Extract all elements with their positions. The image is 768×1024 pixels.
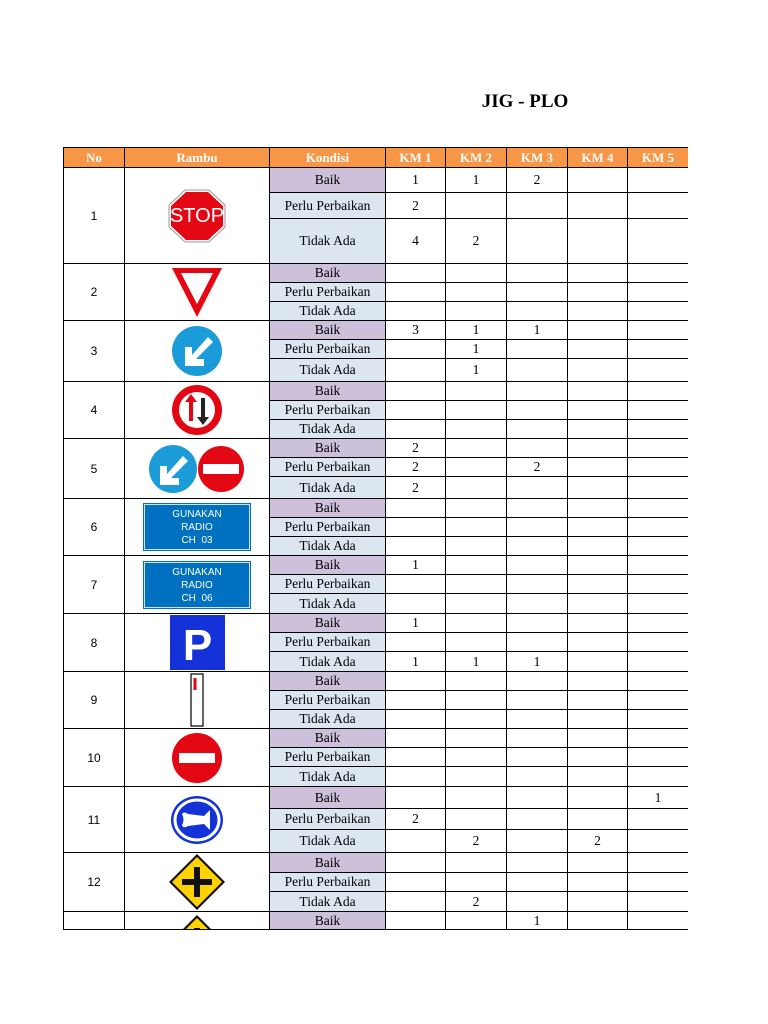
- horn-sign-icon: [125, 788, 269, 851]
- km1-count-cell: [386, 594, 446, 614]
- sign-number: 1: [64, 168, 125, 264]
- km1-count-cell: 2: [386, 477, 446, 499]
- km2-count-cell: [446, 556, 507, 575]
- km5-count-cell: [628, 809, 689, 830]
- km4-count-cell: [568, 748, 628, 767]
- condition-label: Perlu Perbaikan: [270, 193, 386, 219]
- km1-count-cell: [386, 302, 446, 321]
- km2-count-cell: [446, 302, 507, 321]
- table-row: [64, 439, 689, 458]
- km2-count-cell: [446, 401, 507, 420]
- km4-count-cell: [568, 382, 628, 401]
- condition-label: Tidak Ada: [270, 302, 386, 321]
- header-km4: KM 4: [568, 148, 628, 168]
- table-row: [64, 556, 689, 575]
- condition-label: Baik: [270, 264, 386, 283]
- km4-count-cell: [568, 537, 628, 556]
- km1-count-cell: [386, 359, 446, 382]
- header-no: No: [64, 148, 125, 168]
- km3-count-cell: [507, 853, 568, 873]
- sign-image-cell: [125, 672, 270, 729]
- km3-count-cell: [507, 873, 568, 892]
- condition-label: Baik: [270, 439, 386, 458]
- sign-number: 9: [64, 672, 125, 729]
- sign-condition-table-wrapper: [63, 147, 688, 945]
- km5-count-cell: [628, 575, 689, 594]
- km2-count-cell: [446, 873, 507, 892]
- crossroad-warning-icon: [125, 912, 269, 929]
- km4-count-cell: [568, 575, 628, 594]
- km2-count-cell: [446, 767, 507, 787]
- km5-count-cell: [628, 401, 689, 420]
- km5-count-cell: 1: [628, 787, 689, 809]
- km1-count-cell: [386, 691, 446, 710]
- yield-triangle-icon: [125, 265, 269, 319]
- header-kondisi: Kondisi: [270, 148, 386, 168]
- condition-label: Perlu Perbaikan: [270, 633, 386, 652]
- sign-image-cell: [125, 912, 270, 930]
- km3-count-cell: [507, 439, 568, 458]
- km5-count-cell: [628, 382, 689, 401]
- km2-count-cell: [446, 283, 507, 302]
- condition-label: Baik: [270, 168, 386, 193]
- km2-count-cell: [446, 614, 507, 633]
- km3-count-cell: [507, 787, 568, 809]
- km3-count-cell: [507, 499, 568, 518]
- km3-count-cell: [507, 672, 568, 691]
- km5-count-cell: [628, 264, 689, 283]
- radio-channel-sign-icon: [125, 557, 269, 612]
- km4-count-cell: [568, 672, 628, 691]
- condition-label: Tidak Ada: [270, 892, 386, 912]
- sign-number: [64, 912, 125, 930]
- km3-count-cell: [507, 633, 568, 652]
- svg-text:P: P: [182, 620, 212, 670]
- svg-text:CH 03: CH 03: [181, 535, 213, 546]
- km4-count-cell: [568, 652, 628, 672]
- sign-number: 2: [64, 264, 125, 321]
- km4-count-cell: [568, 401, 628, 420]
- km1-count-cell: 1: [386, 556, 446, 575]
- km5-count-cell: [628, 283, 689, 302]
- km5-count-cell: [628, 219, 689, 264]
- km5-count-cell: [628, 892, 689, 912]
- km1-count-cell: 2: [386, 439, 446, 458]
- km2-count-cell: [446, 633, 507, 652]
- km3-count-cell: [507, 537, 568, 556]
- guide-post-icon: [125, 673, 269, 727]
- condition-label: Perlu Perbaikan: [270, 518, 386, 537]
- km1-count-cell: [386, 340, 446, 359]
- km4-count-cell: [568, 321, 628, 340]
- km3-count-cell: [507, 401, 568, 420]
- km1-count-cell: [386, 499, 446, 518]
- km4-count-cell: [568, 892, 628, 912]
- svg-text:GUNAKAN: GUNAKAN: [172, 509, 222, 520]
- km1-count-cell: 2: [386, 193, 446, 219]
- condition-label: Tidak Ada: [270, 537, 386, 556]
- km1-count-cell: [386, 382, 446, 401]
- km2-count-cell: [446, 853, 507, 873]
- km3-count-cell: 2: [507, 458, 568, 477]
- km2-count-cell: [446, 912, 507, 930]
- km4-count-cell: [568, 359, 628, 382]
- sign-number: 7: [64, 556, 125, 614]
- km5-count-cell: [628, 556, 689, 575]
- table-row: [64, 168, 689, 193]
- condition-label: Tidak Ada: [270, 359, 386, 382]
- sign-image-cell: [125, 439, 270, 499]
- km3-count-cell: [507, 748, 568, 767]
- header-km2: KM 2: [446, 148, 507, 168]
- condition-label: Perlu Perbaikan: [270, 873, 386, 892]
- sign-image-cell: [125, 264, 270, 321]
- km1-count-cell: 4: [386, 219, 446, 264]
- condition-label: Perlu Perbaikan: [270, 458, 386, 477]
- condition-label: Perlu Perbaikan: [270, 691, 386, 710]
- two-way-traffic-icon: [125, 383, 269, 437]
- km5-count-cell: [628, 767, 689, 787]
- header-km1: KM 1: [386, 148, 446, 168]
- sign-image-cell: [125, 729, 270, 787]
- condition-label: Baik: [270, 729, 386, 748]
- km5-count-cell: [628, 853, 689, 873]
- km1-count-cell: [386, 892, 446, 912]
- km3-count-cell: [507, 691, 568, 710]
- sign-image-cell: [125, 853, 270, 912]
- km2-count-cell: [446, 787, 507, 809]
- km5-count-cell: [628, 729, 689, 748]
- km5-count-cell: [628, 672, 689, 691]
- km1-count-cell: [386, 873, 446, 892]
- svg-text:RADIO: RADIO: [181, 522, 213, 533]
- condition-label: Perlu Perbaikan: [270, 748, 386, 767]
- km4-count-cell: [568, 809, 628, 830]
- sign-image-cell: [125, 382, 270, 439]
- crossroad-warning-icon: [125, 854, 269, 910]
- km1-count-cell: [386, 401, 446, 420]
- condition-label: Perlu Perbaikan: [270, 575, 386, 594]
- table-row: [64, 614, 689, 633]
- header-rambu: Rambu: [125, 148, 270, 168]
- km2-count-cell: 2: [446, 892, 507, 912]
- km3-count-cell: 1: [507, 321, 568, 340]
- km3-count-cell: [507, 556, 568, 575]
- km5-count-cell: [628, 458, 689, 477]
- sign-image-cell: [125, 168, 270, 264]
- km3-count-cell: [507, 892, 568, 912]
- km5-count-cell: [628, 710, 689, 729]
- condition-label: Perlu Perbaikan: [270, 340, 386, 359]
- km3-count-cell: [507, 477, 568, 499]
- sign-number: 5: [64, 439, 125, 499]
- km2-count-cell: 1: [446, 652, 507, 672]
- km1-count-cell: [386, 729, 446, 748]
- condition-label: Tidak Ada: [270, 420, 386, 439]
- sign-condition-table: [63, 147, 688, 930]
- km3-count-cell: [507, 359, 568, 382]
- km1-count-cell: [386, 420, 446, 439]
- km5-count-cell: [628, 537, 689, 556]
- km3-count-cell: [507, 518, 568, 537]
- km3-count-cell: [507, 193, 568, 219]
- km2-count-cell: 1: [446, 168, 507, 193]
- km2-count-cell: 2: [446, 219, 507, 264]
- km4-count-cell: [568, 168, 628, 193]
- table-row: [64, 499, 689, 518]
- km3-count-cell: [507, 729, 568, 748]
- km5-count-cell: [628, 830, 689, 853]
- km1-count-cell: [386, 748, 446, 767]
- sign-image-cell: [125, 614, 270, 672]
- km1-count-cell: 2: [386, 809, 446, 830]
- km3-count-cell: [507, 264, 568, 283]
- sign-number: 3: [64, 321, 125, 382]
- km2-count-cell: [446, 594, 507, 614]
- km3-count-cell: [507, 575, 568, 594]
- svg-text:CH 06: CH 06: [181, 592, 213, 604]
- km4-count-cell: [568, 340, 628, 359]
- km4-count-cell: [568, 633, 628, 652]
- header-km3: KM 3: [507, 148, 568, 168]
- km1-count-cell: 1: [386, 168, 446, 193]
- sign-image-cell: [125, 499, 270, 556]
- km3-count-cell: [507, 283, 568, 302]
- km4-count-cell: [568, 691, 628, 710]
- km3-count-cell: 2: [507, 168, 568, 193]
- km4-count-cell: [568, 264, 628, 283]
- km1-count-cell: [386, 672, 446, 691]
- km3-count-cell: [507, 382, 568, 401]
- condition-label: Baik: [270, 321, 386, 340]
- km2-count-cell: 2: [446, 830, 507, 853]
- sign-image-cell: [125, 321, 270, 382]
- km4-count-cell: [568, 283, 628, 302]
- km5-count-cell: [628, 420, 689, 439]
- km1-count-cell: [386, 830, 446, 853]
- condition-label: Baik: [270, 853, 386, 873]
- km2-count-cell: [446, 672, 507, 691]
- km2-count-cell: [446, 691, 507, 710]
- km1-count-cell: [386, 710, 446, 729]
- km3-count-cell: [507, 767, 568, 787]
- km4-count-cell: [568, 477, 628, 499]
- km3-count-cell: [507, 219, 568, 264]
- km2-count-cell: 1: [446, 359, 507, 382]
- km4-count-cell: [568, 853, 628, 873]
- condition-label: Tidak Ada: [270, 767, 386, 787]
- condition-label: Baik: [270, 499, 386, 518]
- km5-count-cell: [628, 652, 689, 672]
- km3-count-cell: [507, 614, 568, 633]
- table-row: [64, 787, 689, 809]
- table-row: [64, 912, 689, 930]
- km4-count-cell: [568, 458, 628, 477]
- table-row: [64, 382, 689, 401]
- km2-count-cell: [446, 458, 507, 477]
- km2-count-cell: [446, 439, 507, 458]
- sign-number: 11: [64, 787, 125, 853]
- km4-count-cell: [568, 420, 628, 439]
- condition-label: Tidak Ada: [270, 652, 386, 672]
- km4-count-cell: [568, 767, 628, 787]
- km1-count-cell: [386, 633, 446, 652]
- km5-count-cell: [628, 321, 689, 340]
- km5-count-cell: [628, 691, 689, 710]
- km5-count-cell: [628, 302, 689, 321]
- condition-label: Baik: [270, 912, 386, 930]
- km3-count-cell: [507, 830, 568, 853]
- km2-count-cell: [446, 264, 507, 283]
- km3-count-cell: [507, 302, 568, 321]
- condition-label: Baik: [270, 556, 386, 575]
- km4-count-cell: [568, 219, 628, 264]
- radio-channel-sign-icon: [125, 500, 269, 554]
- km1-count-cell: [386, 767, 446, 787]
- km4-count-cell: [568, 614, 628, 633]
- condition-label: Baik: [270, 382, 386, 401]
- sign-number: 4: [64, 382, 125, 439]
- km2-count-cell: [446, 575, 507, 594]
- km1-count-cell: [386, 912, 446, 930]
- sign-image-cell: [125, 787, 270, 853]
- km5-count-cell: [628, 614, 689, 633]
- km3-count-cell: [507, 420, 568, 439]
- condition-label: Perlu Perbaikan: [270, 283, 386, 302]
- km2-count-cell: [446, 729, 507, 748]
- km1-count-cell: [386, 537, 446, 556]
- keep-left-arrow-icon: [125, 322, 269, 380]
- km1-count-cell: 2: [386, 458, 446, 477]
- km1-count-cell: [386, 853, 446, 873]
- sign-number: 10: [64, 729, 125, 787]
- km5-count-cell: [628, 912, 689, 930]
- km4-count-cell: [568, 594, 628, 614]
- km2-count-cell: 1: [446, 321, 507, 340]
- condition-label: Perlu Perbaikan: [270, 401, 386, 420]
- km4-count-cell: [568, 302, 628, 321]
- km2-count-cell: [446, 537, 507, 556]
- km1-count-cell: 1: [386, 614, 446, 633]
- km4-count-cell: [568, 193, 628, 219]
- stop-sign-icon: [125, 169, 269, 262]
- km3-count-cell: [507, 340, 568, 359]
- condition-label: Tidak Ada: [270, 477, 386, 499]
- svg-text:RADIO: RADIO: [181, 579, 213, 591]
- km4-count-cell: [568, 556, 628, 575]
- km4-count-cell: [568, 729, 628, 748]
- sign-image-cell: [125, 556, 270, 614]
- table-row: [64, 853, 689, 873]
- km5-count-cell: [628, 439, 689, 458]
- km4-count-cell: [568, 787, 628, 809]
- km1-count-cell: 1: [386, 652, 446, 672]
- condition-label: Tidak Ada: [270, 710, 386, 729]
- km3-count-cell: [507, 594, 568, 614]
- condition-label: Perlu Perbaikan: [270, 809, 386, 830]
- condition-label: Baik: [270, 787, 386, 809]
- condition-label: Baik: [270, 672, 386, 691]
- sign-number: 8: [64, 614, 125, 672]
- km1-count-cell: [386, 575, 446, 594]
- km3-count-cell: 1: [507, 652, 568, 672]
- condition-label: Tidak Ada: [270, 830, 386, 853]
- km5-count-cell: [628, 168, 689, 193]
- table-row: [64, 729, 689, 748]
- km4-count-cell: 2: [568, 830, 628, 853]
- km4-count-cell: [568, 912, 628, 930]
- km2-count-cell: [446, 748, 507, 767]
- keep-left-and-no-entry-icon: [125, 440, 269, 497]
- condition-label: Tidak Ada: [270, 594, 386, 614]
- km4-count-cell: [568, 518, 628, 537]
- km2-count-cell: [446, 382, 507, 401]
- km3-count-cell: 1: [507, 912, 568, 930]
- km5-count-cell: [628, 193, 689, 219]
- km5-count-cell: [628, 359, 689, 382]
- table-row: [64, 264, 689, 283]
- km5-count-cell: [628, 873, 689, 892]
- table-header-row: [64, 148, 689, 168]
- no-entry-icon: [125, 730, 269, 785]
- km1-count-cell: [386, 264, 446, 283]
- km2-count-cell: [446, 809, 507, 830]
- km5-count-cell: [628, 594, 689, 614]
- page-title: JIG - PLO: [481, 91, 569, 112]
- km1-count-cell: [386, 518, 446, 537]
- svg-text:STOP: STOP: [169, 204, 225, 227]
- km1-count-cell: 3: [386, 321, 446, 340]
- condition-label: Baik: [270, 614, 386, 633]
- km4-count-cell: [568, 873, 628, 892]
- sign-number: 6: [64, 499, 125, 556]
- km1-count-cell: [386, 283, 446, 302]
- km4-count-cell: [568, 499, 628, 518]
- km5-count-cell: [628, 748, 689, 767]
- km2-count-cell: [446, 499, 507, 518]
- km3-count-cell: [507, 710, 568, 729]
- km1-count-cell: [386, 787, 446, 809]
- km4-count-cell: [568, 439, 628, 458]
- km3-count-cell: [507, 809, 568, 830]
- header-km5: KM 5: [628, 148, 689, 168]
- km5-count-cell: [628, 340, 689, 359]
- km5-count-cell: [628, 633, 689, 652]
- km2-count-cell: [446, 477, 507, 499]
- svg-text:GUNAKAN: GUNAKAN: [172, 566, 222, 578]
- km2-count-cell: [446, 710, 507, 729]
- km5-count-cell: [628, 499, 689, 518]
- sign-number: 12: [64, 853, 125, 912]
- km5-count-cell: [628, 518, 689, 537]
- km2-count-cell: [446, 193, 507, 219]
- km4-count-cell: [568, 710, 628, 729]
- km5-count-cell: [628, 477, 689, 499]
- table-row: [64, 672, 689, 691]
- km2-count-cell: 1: [446, 340, 507, 359]
- table-row: [64, 321, 689, 340]
- km2-count-cell: [446, 420, 507, 439]
- km2-count-cell: [446, 518, 507, 537]
- condition-label: Tidak Ada: [270, 219, 386, 264]
- parking-sign-icon: [125, 615, 269, 670]
